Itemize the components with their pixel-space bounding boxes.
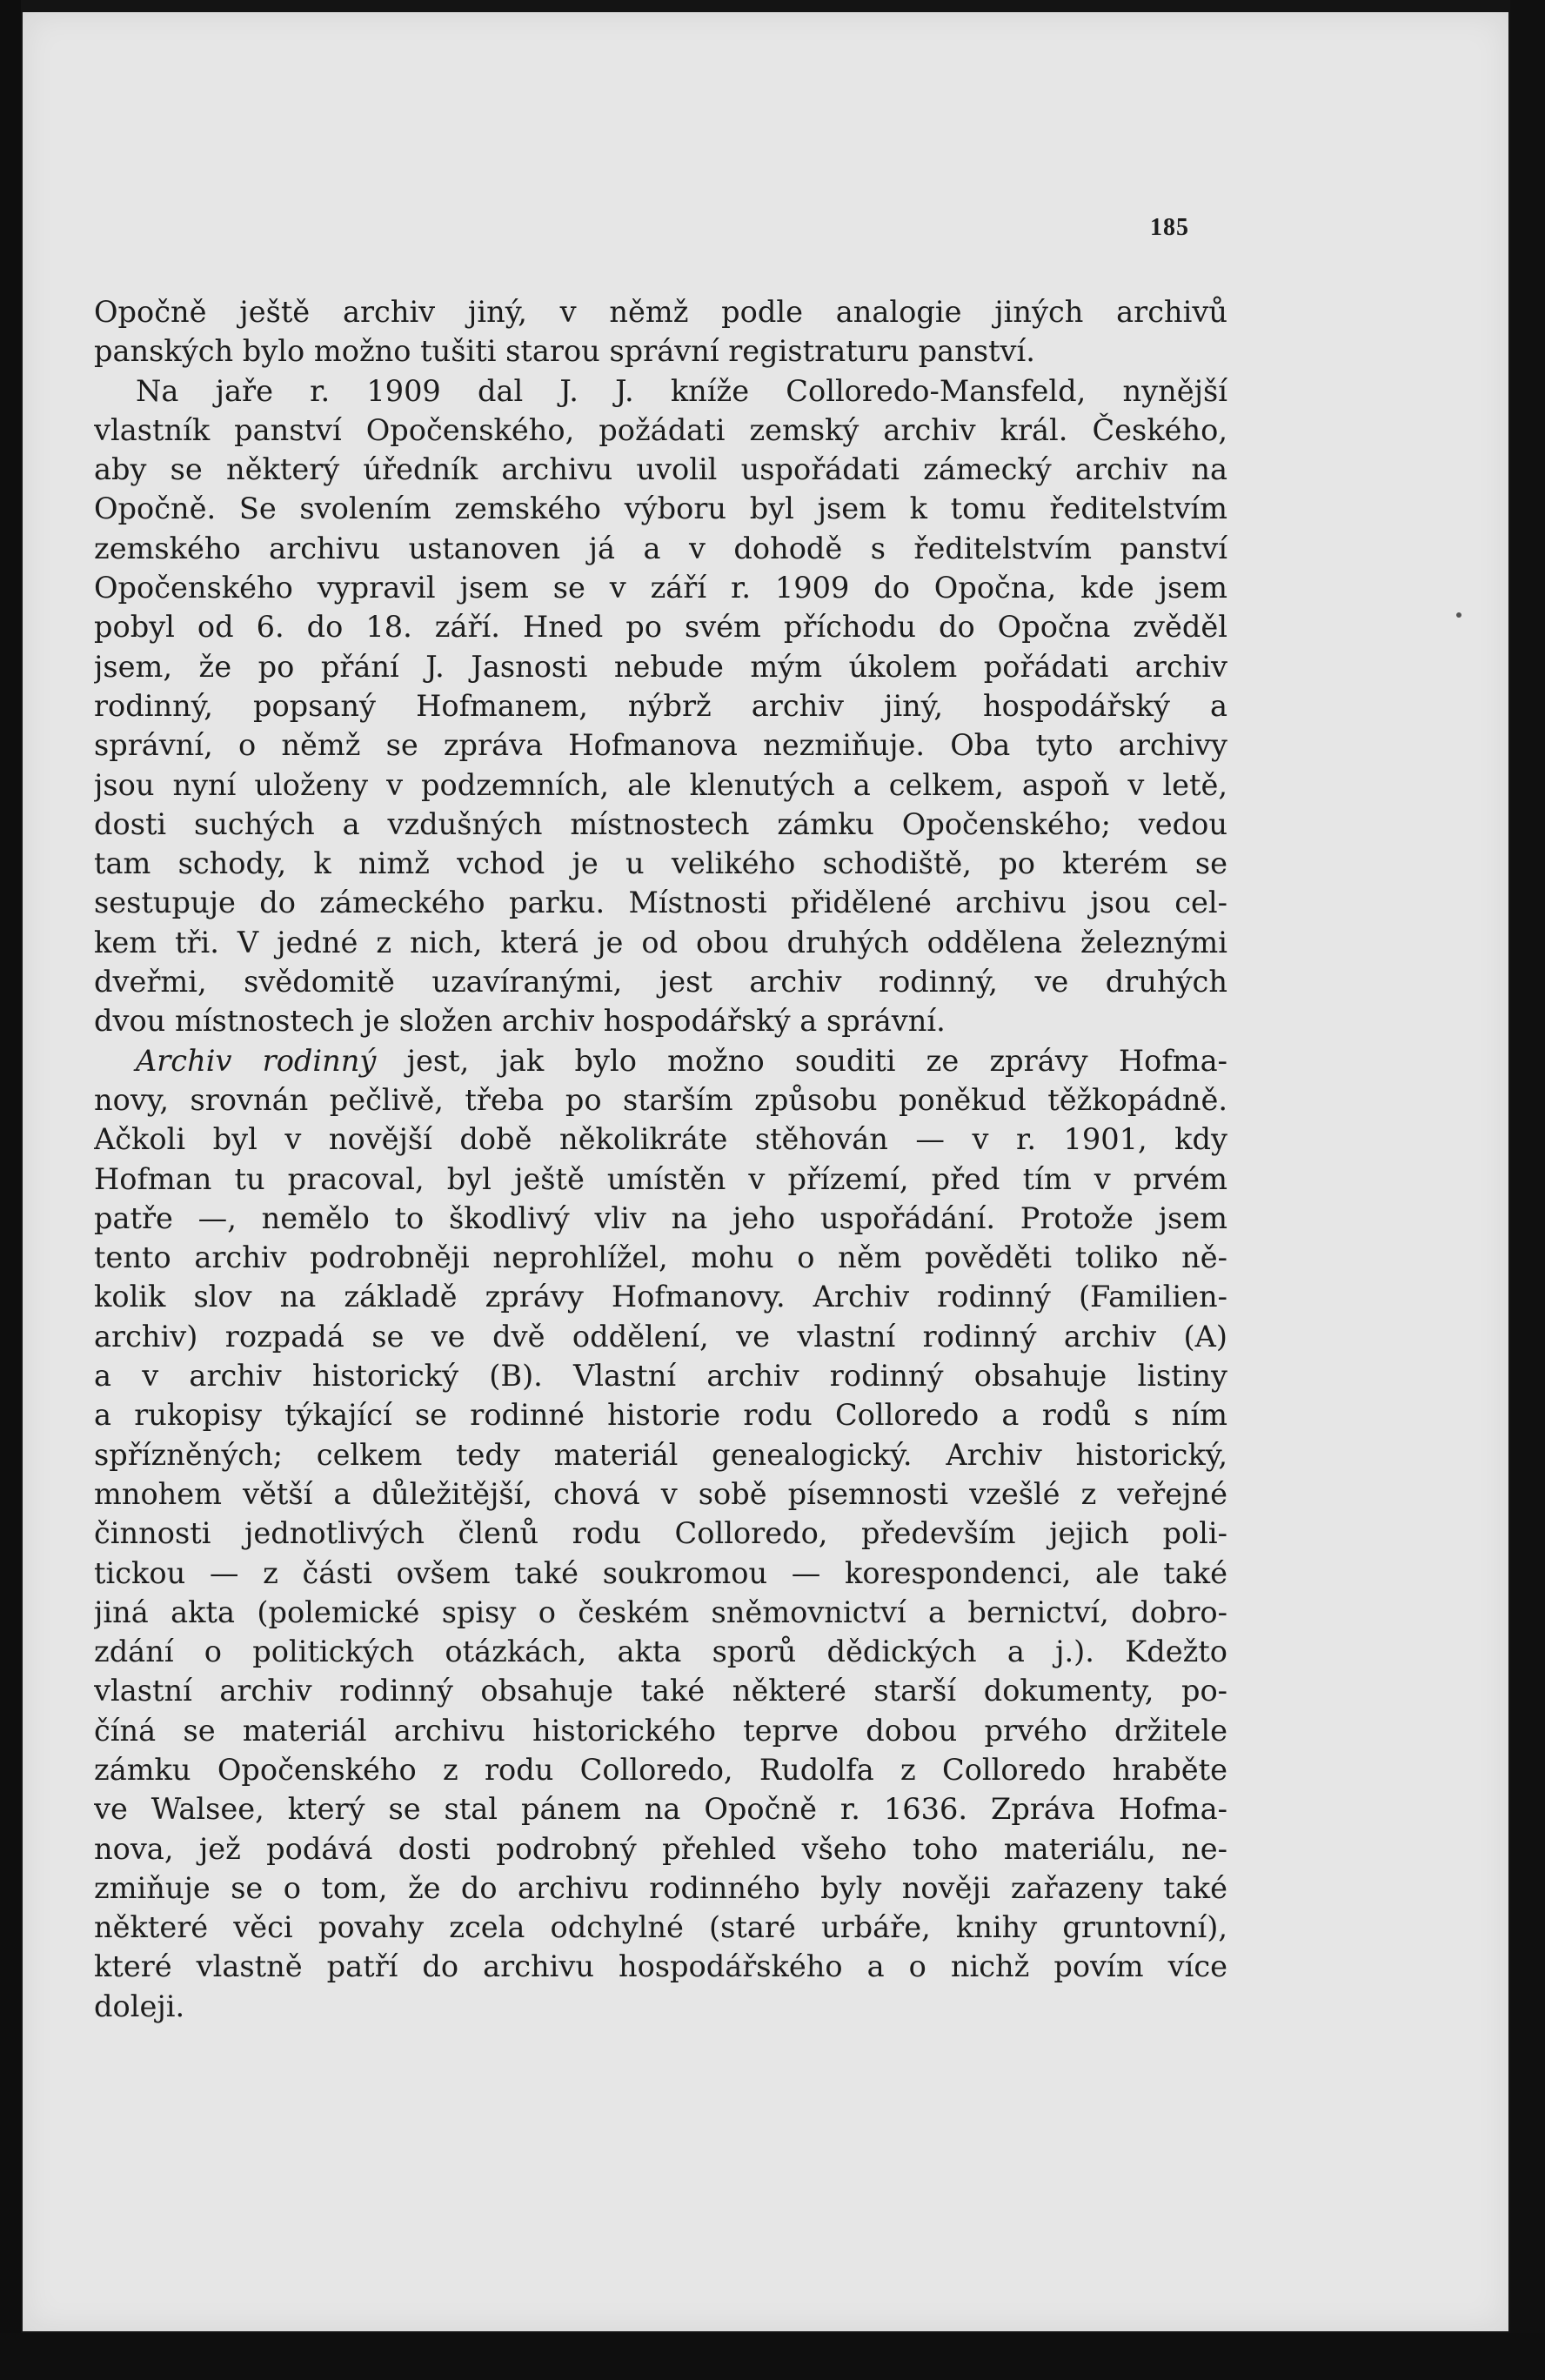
text-line: Hofman tu pracoval, byl ještě umístěn v přízemí, před tím v prvém [94,1161,1227,1196]
text-line: mnohem větší a důležitější, chová v sobě písemnosti vzešlé z veřejné [94,1476,1227,1511]
text-line: nova, jež podává dosti podrobný přehled všeho toho materiálu, ne- [94,1831,1227,1866]
italic-lead: Archiv rodinný [136,1043,377,1078]
scan-border-left [0,0,21,2380]
text-line: zemského archivu ustanoven já a v dohodě s ředitelstvím panství [94,531,1227,565]
text-line: vlastní archiv rodinný obsahuje také některé starší dokumenty, po- [94,1674,1227,1708]
text-line: Opočně. Se svolením zemského výboru byl jsem k tomu ředitelstvím [94,491,1227,526]
text-line: doleji. [94,1989,185,2023]
text-line: Opočně ještě archiv jiný, v němž podle analogie jiných archivů [94,295,1227,329]
text-line: které vlastně patří do archivu hospodářského a o nichž povím více [94,1949,1227,1984]
text-line: novy, srovnán pečlivě, třeba po starším způsobu poněkud těžkopádně. [94,1082,1227,1117]
first-line-rest: jest, jak bylo možno souditi ze zprávy Hofma- [376,1043,1227,1078]
text-line: vlastník panství Opočenského, požádati zemský archiv král. Českého, [94,412,1227,447]
text-line: Na jaře r. 1909 dal J. J. kníže Colloredo-Mansfeld, nynější [136,373,1227,408]
body-text [94,292,1227,2026]
text-line: jsem, že po přání J. Jasnosti nebude mým úkolem pořádati archiv [94,649,1227,684]
text-line: spřízněných; celkem tedy materiál genealogický. Archiv historický, [94,1437,1227,1472]
page-number: 185 [1150,214,1189,241]
text-line: tam schody, k nimž vchod je u velikého schodiště, po kterém se [94,846,1227,881]
text-line: a v archiv historický (B). Vlastní archiv rodinný obsahuje listiny [94,1359,1227,1394]
text-line: činnosti jednotlivých členů rodu Colloredo, především jejich poli- [94,1516,1227,1551]
text-line: a rukopisy týkající se rodinné historie rodu Colloredo a rodů s ním [94,1398,1227,1433]
text-line: patře —, nemělo to škodlivý vliv na jeho uspořádání. Protože jsem [94,1200,1227,1235]
text-line: dveřmi, svědomitě uzavíranými, jest archiv rodinný, ve druhých [94,965,1227,999]
text-line: některé věci povahy zcela odchylné (staré urbáře, knihy gruntovní), [94,1910,1227,1945]
text-line: archiv) rozpadá se ve dvě oddělení, ve vlastní rodinný archiv (A) [94,1319,1227,1354]
text-line: aby se některý úředník archivu uvolil uspořádati zámecký archiv na [94,452,1227,487]
text-line: jsou nyní uloženy v podzemních, ale klenutých a celkem, aspoň v letě, [94,767,1227,802]
text-line: kem tři. V jedné z nich, která je od obou druhých oddělena železnými [94,925,1227,959]
text-line: rodinný, popsaný Hofmanem, nýbrž archiv jiný, hospodářský a [94,688,1227,723]
text-line: jiná akta (polemické spisy o českém sněmovnictví a bernictví, dobro- [94,1594,1227,1629]
text-line: tickou — z části ovšem také soukromou — korespondenci, ale také [94,1555,1227,1590]
text-line: správní, o němž se zpráva Hofmanova nezmiňuje. Oba tyto archivy [94,728,1227,763]
scan-border-bottom [0,2333,1545,2380]
text-line: panských bylo možno tušiti starou správní registraturu panství. [94,334,1035,369]
text-line: pobyl od 6. do 18. září. Hned po svém příchodu do Opočna zvěděl [94,610,1227,645]
text-line: tento archiv podrobněji neprohlížel, mohu o něm pověděti toliko ně- [94,1240,1227,1275]
text-line: zámku Opočenského z rodu Colloredo, Rudolfa z Colloredo hraběte [94,1752,1227,1787]
text-line: sestupuje do zámeckého parku. Místnosti přidělené archivu jsou cel- [94,886,1227,920]
text-line: zmiňuje se o tom, že do archivu rodinného byly nověji zařazeny také [94,1870,1227,1905]
text-line: Opočenského vypravil jsem se v září r. 1909 do Opočna, kde jsem [94,571,1227,605]
scan-speck [1456,612,1461,618]
text-line-first [94,1041,1227,1080]
text-line: číná se materiál archivu historického teprve dobou prvého držitele [94,1713,1227,1748]
text-line: kolik slov na základě zprávy Hofmanovy. Archiv rodinný (Familien- [94,1280,1227,1314]
text-line: dosti suchých a vzdušných místnostech zámku Opočenského; vedou [94,806,1227,841]
book-page [23,12,1508,2331]
text-line: ve Walsee, který se stal pánem na Opočně r. 1636. Zpráva Hofma- [94,1792,1227,1827]
text-line: zdání o politických otázkách, akta sporů dědických a j.). Kdežto [94,1635,1227,1669]
text-line: Ačkoli byl v novější době několikráte stěhován — v r. 1901, kdy [94,1122,1227,1157]
text-line: dvou místnostech je složen archiv hospodářský a správní. [94,1004,946,1039]
scan-border-right [1510,0,1545,2380]
